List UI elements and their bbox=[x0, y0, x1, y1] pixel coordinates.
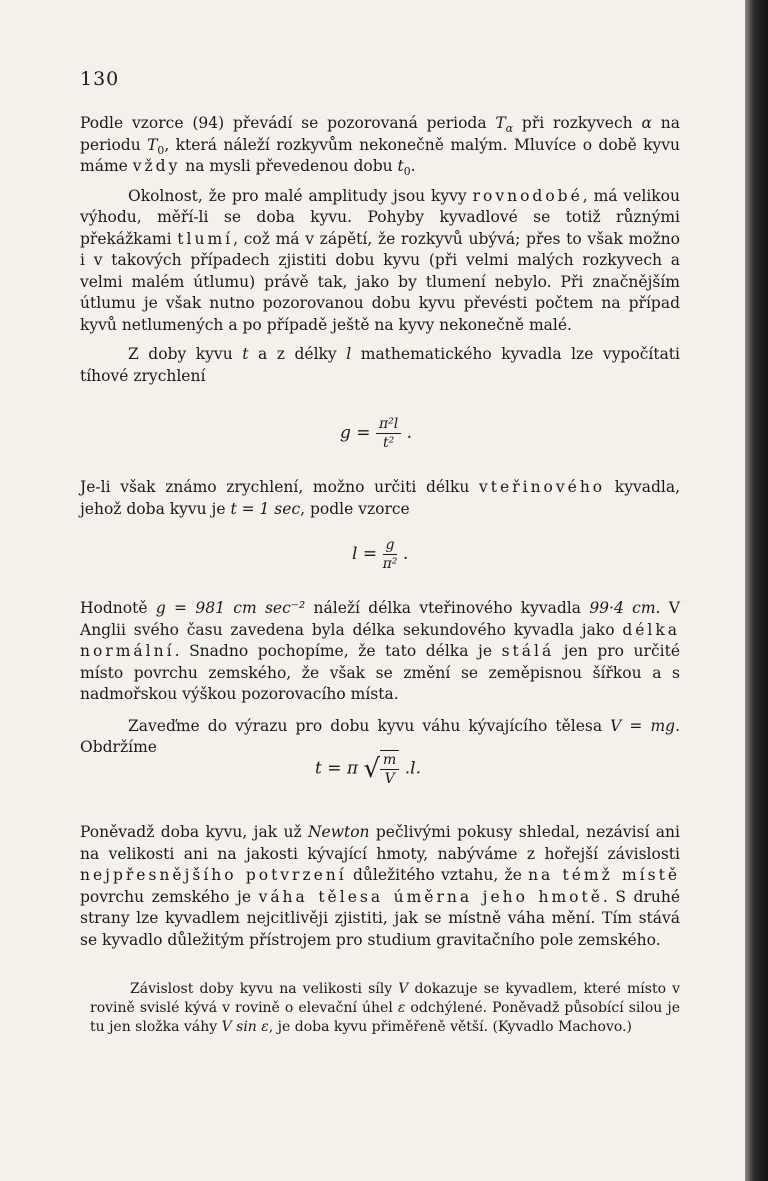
paragraph-7: Poněvadž doba kyvu, jak už Newton pečlivými pokusy shledal, nezávisí ani na velikosti ani na jakosti kývající hmoty, nabýváme z hořejší závislosti nejpřesnějšího potvrzení důležitého vztahu, že na témž místě povrchu zemského je váha tělesa úměrna jeho hmotě. S druhé strany lze kyvadlem nejcitlivěji zjistiti, jak se místně váha mění. Tím stává se kyvadlo důležitým přístrojem pro studium gravitačního pole zemského. bbox=[80, 823, 680, 949]
equation-g: g = $\frac{\text{π²l}}{\text{t²}}$ . bbox=[340, 416, 413, 451]
sqrt-sign-icon: √ bbox=[363, 754, 381, 784]
paragraph-2: Okolnost, že pro malé amplitudy jsou kyvy rovnodobé, má velikou výhodu, měří-li se doba kyvu. Pohyby kyvadlové se totiž různými překážkami tlumí, což má v zápětí, že rozkyvů ubývá; přes to však možno i v takových případech zjistiti dobu kyvu (při velmi malých rozkyvech a velmi malém útlumu) právě tak, jako by tlumení nebylo. Při značnějším útlumu je však nutno pozorovanou dobu kyvu převésti počtem na případ kyvů netlumených a po případě ještě na kyvy nekonečně malé. bbox=[80, 186, 680, 334]
text-block-top bbox=[80, 113, 680, 387]
page-number: 130 bbox=[80, 68, 120, 90]
page-binding-edge bbox=[745, 0, 768, 1181]
text-block-2 bbox=[80, 477, 680, 520]
paragraph-5: Hodnotě g = 981 cm sec⁻² náleží délka vteřinového kyvadla 99·4 cm. V Anglii svého času zavedena byla délka sekundového kyvadla jako délka normální. Snadno pochopíme, že tato délka je stálá jen pro určité místo povrchu zemského, že však se změní se zeměpisnou šířkou a s nadmořskou výškou pozorovacího místa. bbox=[80, 599, 680, 703]
paragraph-1: Podle vzorce (94) převádí se pozorovaná perioda $T_\alpha$ při rozkyvech α na periodu $T_0$, která náleží rozkyvům nekonečně malým. Mluvíce o době kyvu máme vždy na mysli převedenou dobu $t_0$. bbox=[80, 114, 680, 179]
text-block-4 bbox=[80, 822, 680, 951]
text-block-3 bbox=[80, 598, 680, 759]
paragraph-4: Je-li však známo zrychlení, možno určiti délku vteřinového kyvadla, jehož doba kyvu je t = 1 sec, podle vzorce bbox=[80, 478, 680, 518]
footnote-block bbox=[90, 980, 680, 1037]
paragraph-3: Z doby kyvu t a z délky l mathematického kyvadla lze vypočítati tíhové zrychlení bbox=[80, 345, 680, 385]
paragraph-6: Zaveďme do výrazu pro dobu kyvu váhu kývajícího tělesa V = mg. Obdržíme bbox=[80, 716, 681, 756]
footnote-paragraph: Závislost doby kyvu na velikosti síly V dokazuje se kyvadlem, které místo v rovině svislé kývá v rovině o elevační úhel ε odchýlené. Poněvadž působící silou je tu jen složka váhy V sin ε, je doba kyvu přiměřeně větší. (Kyvadlo Machovo.) bbox=[90, 981, 680, 1035]
equation-l: l = $\frac{g}{\text{π²}}$ . bbox=[352, 537, 409, 572]
equation-t: t = π √ $\frac{m}{V}$ .l. bbox=[315, 752, 421, 787]
